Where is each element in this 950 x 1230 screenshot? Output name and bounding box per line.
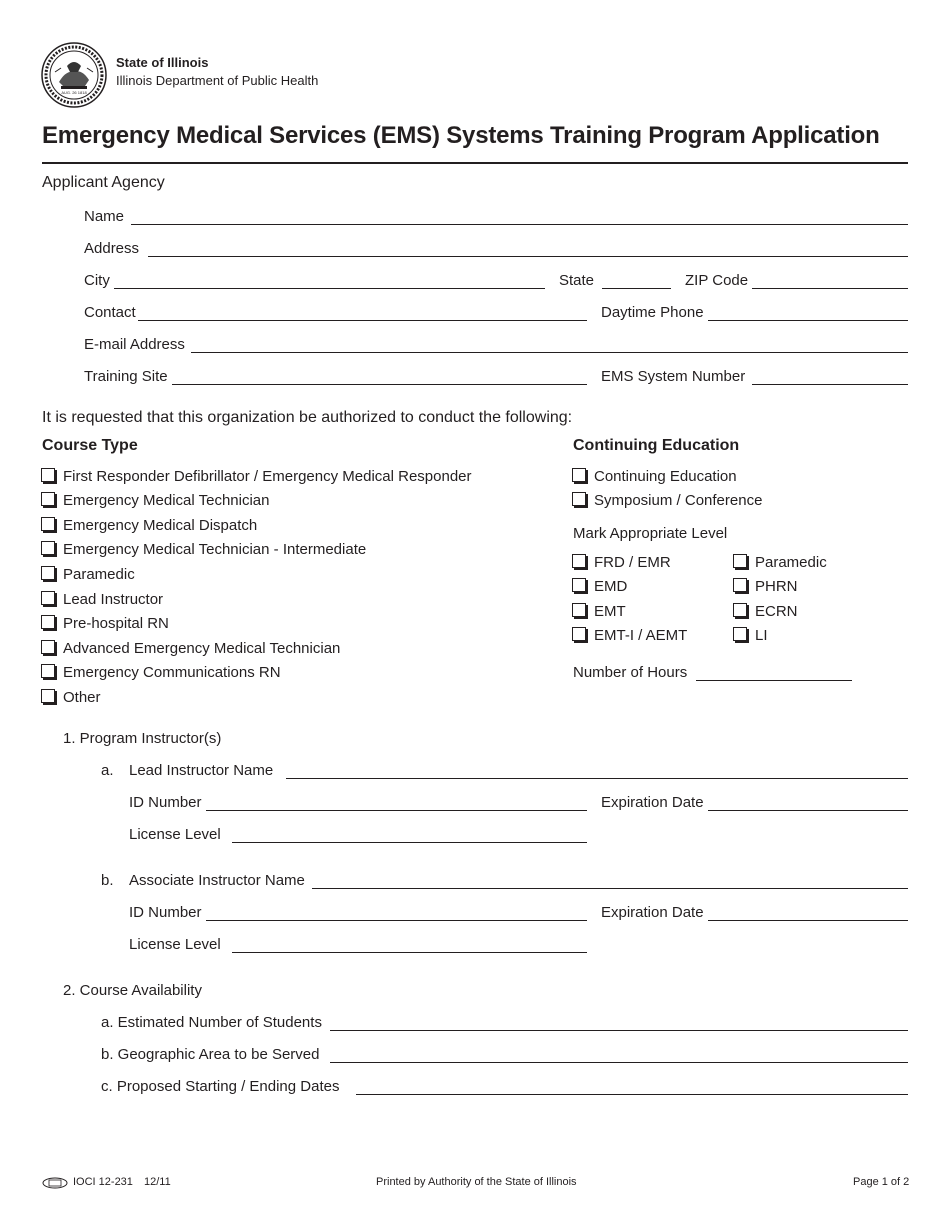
address-field[interactable]: [148, 256, 908, 257]
lead-expiration-label: Expiration Date: [601, 794, 704, 811]
option-paramedic: Paramedic: [63, 566, 135, 583]
associate-instructor-name-label: Associate Instructor Name: [129, 872, 305, 889]
form-date: 12/11: [144, 1176, 171, 1188]
state-label: State: [559, 272, 595, 289]
area-field[interactable]: [330, 1062, 908, 1063]
contact-field[interactable]: [138, 320, 587, 321]
training-site-field[interactable]: [172, 384, 587, 385]
checkbox-ecrn[interactable]: [41, 664, 55, 678]
checkbox-prehospital-rn[interactable]: [41, 615, 55, 629]
option-aemt: Advanced Emergency Medical Technician: [63, 640, 341, 657]
checkbox-level-phrn[interactable]: [733, 578, 747, 592]
instructors-heading: 1. Program Instructor(s): [63, 730, 222, 747]
option-prehospital-rn: Pre-hospital RN: [63, 615, 169, 632]
checkbox-lead-instructor[interactable]: [41, 591, 55, 605]
continuing-education-heading: Continuing Education: [573, 437, 740, 454]
checkbox-level-li[interactable]: [733, 627, 747, 641]
city-field[interactable]: [114, 288, 545, 289]
lead-marker: a.: [101, 762, 114, 779]
daytime-phone-field[interactable]: [708, 320, 908, 321]
email-label: E-mail Address: [84, 336, 185, 353]
email-field[interactable]: [191, 352, 908, 353]
level-paramedic: Paramedic: [755, 554, 827, 571]
checkbox-level-emd[interactable]: [572, 578, 586, 592]
level-li: LI: [755, 627, 768, 644]
assoc-marker: b.: [101, 872, 114, 889]
checkbox-paramedic[interactable]: [41, 566, 55, 580]
department-name: Illinois Department of Public Health: [116, 73, 319, 88]
ems-system-number-label: EMS System Number: [601, 368, 746, 385]
state-name: State of Illinois: [116, 55, 209, 70]
zip-label: ZIP Code: [685, 272, 749, 289]
checkbox-continuing-education[interactable]: [572, 468, 586, 482]
name-field[interactable]: [131, 224, 908, 225]
checkbox-other[interactable]: [41, 689, 55, 703]
lead-instructor-name-field[interactable]: [286, 778, 908, 779]
option-lead-instructor: Lead Instructor: [63, 591, 164, 608]
option-emt-intermediate: Emergency Medical Technician - Intermediate: [63, 541, 367, 558]
checkbox-level-frd-emr[interactable]: [572, 554, 586, 568]
checkbox-symposium[interactable]: [572, 492, 586, 506]
level-ecrn: ECRN: [755, 603, 798, 620]
zip-field[interactable]: [752, 288, 908, 289]
contact-label: Contact: [84, 304, 136, 321]
daytime-phone-label: Daytime Phone: [601, 304, 704, 321]
form-number: IOCI 12-231: [73, 1176, 133, 1188]
lead-license-field[interactable]: [232, 842, 587, 843]
ioci-logo-icon: [42, 1177, 68, 1189]
option-emt: Emergency Medical Technician: [63, 492, 270, 509]
checkbox-level-emt-i-aemt[interactable]: [572, 627, 586, 641]
assoc-license-field[interactable]: [232, 952, 587, 953]
assoc-license-label: License Level: [129, 936, 221, 953]
associate-instructor-name-field[interactable]: [312, 888, 908, 889]
option-ecrn: Emergency Communications RN: [63, 664, 281, 681]
course-type-heading: Course Type: [42, 437, 138, 454]
lead-license-label: License Level: [129, 826, 221, 843]
assoc-id-label: ID Number: [129, 904, 202, 921]
ems-system-number-field[interactable]: [752, 384, 908, 385]
option-continuing-education: Continuing Education: [594, 468, 737, 485]
printed-by: Printed by Authority of the State of Illinois: [376, 1176, 577, 1188]
option-emd: Emergency Medical Dispatch: [63, 517, 258, 534]
lead-id-label: ID Number: [129, 794, 202, 811]
level-emt: EMT: [594, 603, 626, 620]
checkbox-aemt[interactable]: [41, 640, 55, 654]
hours-label: Number of Hours: [573, 664, 688, 681]
address-label: Address: [84, 240, 140, 257]
students-field[interactable]: [330, 1030, 908, 1031]
state-field[interactable]: [602, 288, 671, 289]
students-label: a. Estimated Number of Students: [101, 1014, 322, 1031]
name-label: Name: [84, 208, 125, 225]
assoc-expiration-label: Expiration Date: [601, 904, 704, 921]
lead-instructor-name-label: Lead Instructor Name: [129, 762, 274, 779]
checkbox-level-ecrn[interactable]: [733, 603, 747, 617]
checkbox-first-responder[interactable]: [41, 468, 55, 482]
state-seal-logo: [41, 42, 107, 108]
hours-field[interactable]: [696, 680, 852, 681]
level-emd: EMD: [594, 578, 628, 595]
dates-field[interactable]: [356, 1094, 908, 1095]
assoc-expiration-field[interactable]: [708, 920, 908, 921]
checkbox-level-emt[interactable]: [572, 603, 586, 617]
training-site-label: Training Site: [84, 368, 168, 385]
request-statement: It is requested that this organization be authorized to conduct the following:: [42, 409, 573, 426]
checkbox-emt[interactable]: [41, 492, 55, 506]
applicant-agency-heading: Applicant Agency: [42, 174, 165, 191]
form-title: Emergency Medical Services (EMS) Systems Training Program Application: [42, 122, 880, 149]
area-label: b. Geographic Area to be Served: [101, 1046, 320, 1063]
level-heading: Mark Appropriate Level: [573, 525, 728, 542]
availability-heading: 2. Course Availability: [63, 982, 202, 999]
level-frd-emr: FRD / EMR: [594, 554, 671, 571]
lead-id-field[interactable]: [206, 810, 587, 811]
level-emt-i-aemt: EMT-I / AEMT: [594, 627, 688, 644]
option-symposium: Symposium / Conference: [594, 492, 763, 509]
assoc-id-field[interactable]: [206, 920, 587, 921]
checkbox-level-paramedic[interactable]: [733, 554, 747, 568]
lead-expiration-field[interactable]: [708, 810, 908, 811]
dates-label: c. Proposed Starting / Ending Dates: [101, 1078, 340, 1095]
option-other: Other: [63, 689, 101, 706]
title-rule: [42, 162, 908, 164]
level-phrn: PHRN: [755, 578, 798, 595]
checkbox-emd[interactable]: [41, 517, 55, 531]
svg-text:AUG. 26 1818: AUG. 26 1818: [61, 90, 87, 95]
city-label: City: [84, 272, 110, 289]
page-number: Page 1 of 2: [853, 1176, 910, 1188]
option-first-responder: First Responder Defibrillator / Emergency Medical Responder: [63, 468, 472, 485]
checkbox-emt-intermediate[interactable]: [41, 541, 55, 555]
